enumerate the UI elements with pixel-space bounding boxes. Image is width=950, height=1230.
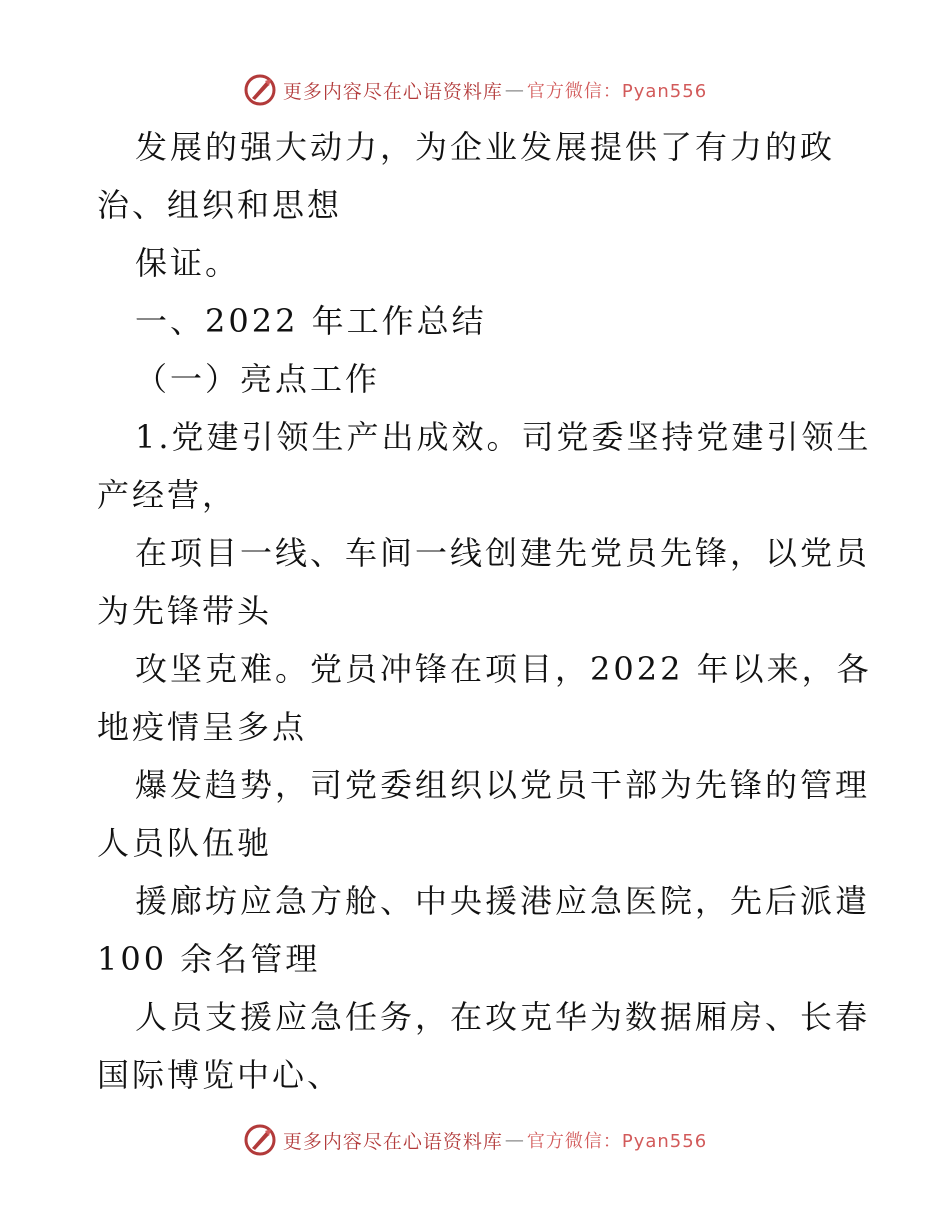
banner-contact-text: 官方微信：Pyan556 [526, 81, 708, 102]
text-line: 治、组织和思想 [97, 186, 343, 224]
subsection-heading: （一）亮点工作 [135, 360, 381, 398]
text-line: 攻坚克难。党员冲锋在项目，2022 年以来，各 [135, 650, 872, 688]
text-line: 人员支援应急任务，在攻克华为数据厢房、长春 [135, 998, 871, 1036]
footer-banner [0, 1120, 950, 1160]
banner-separator: — [504, 79, 525, 101]
quill-seal-icon [243, 73, 277, 107]
text-line: 100 余名管理 [97, 940, 321, 978]
quill-seal-icon [243, 1123, 277, 1157]
header-banner [0, 70, 950, 110]
text-line: 产经营， [97, 476, 238, 514]
text-line: 爆发趋势，司党委组织以党员干部为先锋的管理 [135, 766, 871, 804]
section-heading: 一、2022 年工作总结 [135, 302, 487, 340]
text-line: 1.党建引领生产出成效。司党委坚持党建引领生 [135, 418, 872, 456]
banner-main-text: 更多内容尽在心语资料库 [282, 1130, 503, 1153]
text-line: 人员队伍驰 [97, 824, 273, 862]
text-line: 国际博览中心、 [97, 1056, 343, 1094]
body-text [97, 118, 872, 1104]
banner-main-text: 更多内容尽在心语资料库 [282, 80, 503, 103]
text-line: 地疫情呈多点 [97, 708, 308, 746]
text-line: 援廊坊应急方舱、中央援港应急医院，先后派遣 [135, 882, 871, 920]
text-line: 在项目一线、车间一线创建先党员先锋，以党员 [135, 534, 871, 572]
text-line: 为先锋带头 [97, 592, 273, 630]
text-line: 发展的强大动力，为企业发展提供了有力的政 [135, 128, 836, 166]
banner-contact-text: 官方微信：Pyan556 [526, 1131, 708, 1152]
banner-separator: — [504, 1129, 525, 1151]
text-line: 保证。 [135, 244, 241, 282]
